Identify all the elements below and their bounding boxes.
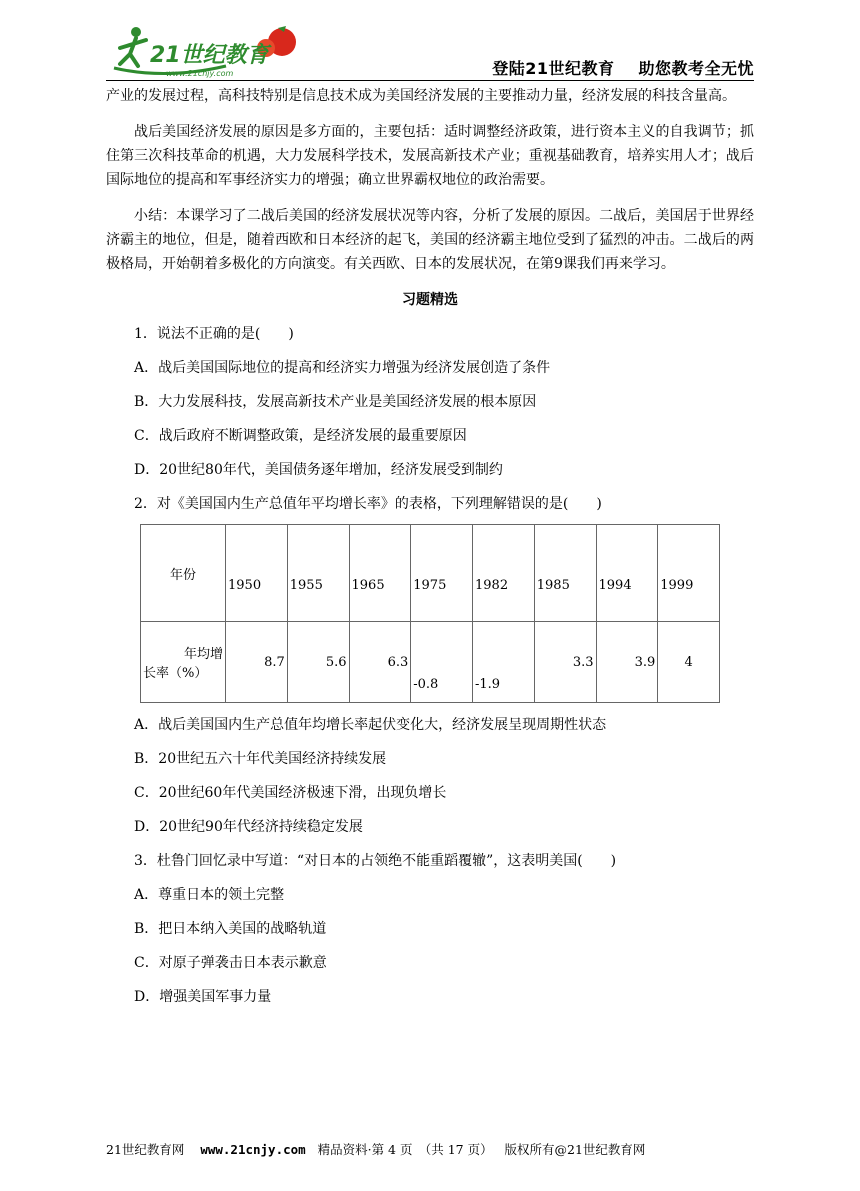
question-option: D．增强美国军事力量 (134, 989, 272, 1005)
gdp-growth-table (140, 524, 720, 703)
question-stem: 1．说法不正确的是( ) (134, 326, 294, 342)
question-option: B．大力发展科技，发展高新技术产业是美国经济发展的根本原因 (134, 394, 537, 410)
row-label-line: 年均增 (183, 647, 223, 662)
question-option: D．20世纪90年代经济持续稳定发展 (134, 819, 363, 835)
table-cell: 1999 (658, 525, 720, 622)
paragraph: 小结：本课学习了二战后美国的经济发展状况等内容，分析了发展的原因。二战后，美国居于世界经济霸主的地位，但是，随着西欧和日本经济的起飞，美国的经济霸主地位受到了猛烈的冲击。二战后的两极格局，开始朝着多极化的方向演变。有关西欧、日本的发展状况，在第9课我们再来学习。 (106, 208, 754, 272)
header-slogan-right: 助您教考全无忧 (638, 59, 754, 78)
logo-21cnjy (106, 20, 306, 80)
question-option: B．20世纪五六十年代美国经济持续发展 (134, 751, 387, 767)
table-cell: 1994 (596, 525, 658, 622)
table-cell: 3.3 (534, 622, 596, 703)
table-header-cell: 年份 (141, 525, 226, 622)
header-slogan-left: 登陆21世纪教育 (492, 59, 615, 78)
table-cell: 5.6 (287, 622, 349, 703)
page-header (106, 20, 754, 82)
question-option: A．战后美国国际地位的提高和经济实力增强为经济发展创造了条件 (134, 360, 551, 376)
table-header-cell (141, 622, 226, 703)
header-slogan (468, 56, 754, 79)
table-cell: 1985 (534, 525, 596, 622)
table-cell: 1955 (287, 525, 349, 622)
table-cell: 8.7 (226, 622, 288, 703)
question-option: C．战后政府不断调整政策，是经济发展的最重要原因 (134, 428, 467, 444)
table-cell: 1975 (411, 525, 473, 622)
paragraph: 产业的发展过程，高科技特别是信息技术成为美国经济发展的主要推动力量，经济发展的科技含量高。 (106, 88, 736, 104)
footer-site-url[interactable]: www.21cnjy.com (200, 1142, 306, 1157)
document-body (106, 84, 754, 1009)
logo-text: 21世纪教育 (150, 43, 269, 68)
paragraph: 战后美国经济发展的原因是多方面的，主要包括：适时调整经济政策，进行资本主义的自我调节；抓住第三次科技革命的机遇，大力发展科学技术，发展高新技术产业；重视基础教育，培养实用人才；战后国际地位的提高和军事经济实力的增强；确立世界霸权地位的政治需要。 (106, 124, 754, 188)
question-option: B．把日本纳入美国的战略轨道 (134, 921, 327, 937)
header-rule (106, 80, 754, 81)
table-cell: -0.8 (411, 622, 473, 703)
table-cell: 3.9 (596, 622, 658, 703)
table-cell: 6.3 (349, 622, 411, 703)
question-option: A．尊重日本的领土完整 (134, 887, 285, 903)
footer-copyright: 版权所有@21世纪教育网 (504, 1142, 646, 1157)
table-row (141, 622, 720, 703)
row-label-line: 长率（%） (143, 666, 208, 681)
table-cell: 4 (658, 622, 720, 703)
question-option: C．20世纪60年代美国经济极速下滑，出现负增长 (134, 785, 447, 801)
footer-page-info: 精品资料·第 4 页 （共 17 页） (317, 1142, 493, 1157)
table-cell: 1950 (226, 525, 288, 622)
table-cell: 1965 (349, 525, 411, 622)
table-cell: -1.9 (473, 622, 535, 703)
question-option: C．对原子弹袭击日本表示歉意 (134, 955, 327, 971)
table-row (141, 525, 720, 622)
question-option: D．20世纪80年代，美国债务逐年增加，经济发展受到制约 (134, 462, 503, 478)
footer-site-name: 21世纪教育网 (106, 1142, 185, 1157)
question-option: A．战后美国国内生产总值年均增长率起伏变化大，经济发展呈现周期性状态 (134, 717, 607, 733)
page-footer (106, 1140, 645, 1158)
logo-url: www.21cnjy.com (166, 69, 234, 78)
question-stem: 2．对《美国国内生产总值年平均增长率》的表格，下列理解错误的是( ) (134, 496, 602, 512)
table-cell: 1982 (473, 525, 535, 622)
section-title: 习题精选 (402, 292, 458, 308)
question-stem: 3．杜鲁门回忆录中写道：“对日本的占领绝不能重蹈覆辙”，这表明美国( ) (134, 853, 617, 869)
